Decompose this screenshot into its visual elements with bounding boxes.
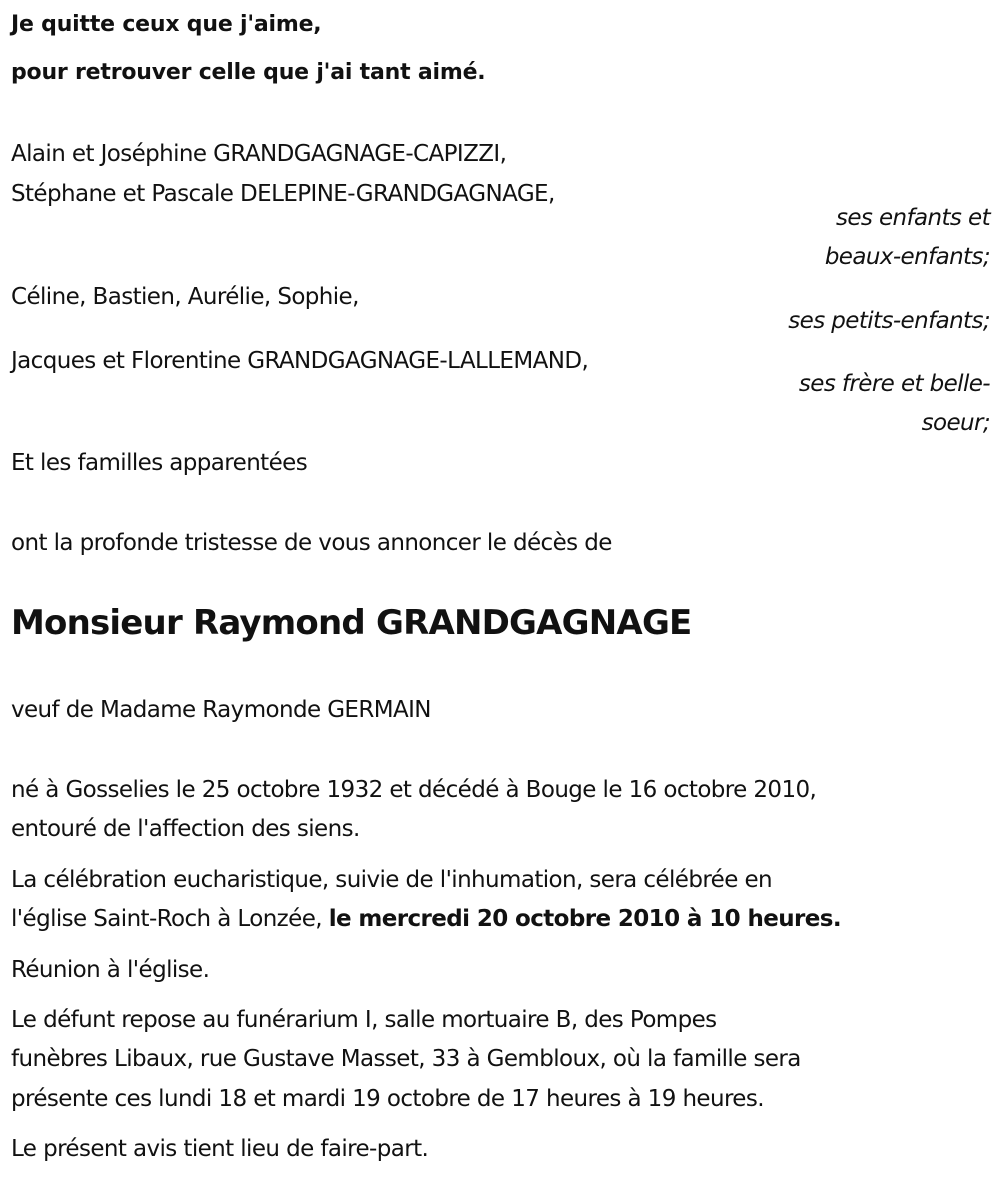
visitation-line-3: présente ces lundi 18 et mardi 19 octobre de 17 heures à 19 heures. [11, 1086, 764, 1112]
birth-death-line-1: né à Gosselies le 25 octobre 1932 et décédé à Bouge le 16 octobre 2010, [11, 777, 817, 803]
family-grandchildren-relation: ses petits-enfants; [788, 308, 990, 334]
family-grandchildren-names: Céline, Bastien, Aurélie, Sophie, [11, 284, 359, 310]
meeting-line: Réunion à l'église. [11, 957, 210, 983]
ceremony-line-2 [11, 906, 841, 932]
announce-line: ont la profonde tristesse de vous annoncer le décès de [11, 530, 612, 556]
family-sibling-names: Jacques et Florentine GRANDGAGNAGE-LALLEMAND, [11, 348, 589, 374]
widower-line: veuf de Madame Raymonde GERMAIN [11, 697, 431, 723]
family-children-relation-1: ses enfants et [835, 205, 990, 231]
family-sibling-relation-1: ses frère et belle- [798, 371, 990, 397]
birth-death-line-2: entouré de l'affection des siens. [11, 816, 360, 842]
family-children-name-1: Alain et Joséphine GRANDGAGNAGE-CAPIZZI, [11, 141, 507, 167]
family-children-name-2: Stéphane et Pascale DELEPINE-GRANDGAGNAGE, [11, 181, 555, 207]
ceremony-line-1: La célébration eucharistique, suivie de l'inhumation, sera célébrée en [11, 867, 773, 893]
intro-line-2: pour retrouver celle que j'ai tant aimé. [11, 60, 486, 85]
families-line: Et les familles apparentées [11, 450, 308, 476]
intro-line-1: Je quitte ceux que j'aime, [11, 12, 322, 37]
visitation-line-1: Le défunt repose au funérarium I, salle mortuaire B, des Pompes [11, 1007, 717, 1033]
ceremony-location: l'église Saint-Roch à Lonzée, [11, 906, 329, 932]
deceased-name: Monsieur Raymond GRANDGAGNAGE [11, 603, 692, 643]
closing-line: Le présent avis tient lieu de faire-part. [11, 1136, 429, 1162]
family-children-relation-2: beaux-enfants; [824, 244, 990, 270]
ceremony-datetime: le mercredi 20 octobre 2010 à 10 heures. [328, 906, 841, 932]
visitation-line-2: funèbres Libaux, rue Gustave Masset, 33 à Gembloux, où la famille sera [11, 1046, 801, 1072]
family-sibling-relation-2: soeur; [921, 410, 990, 436]
